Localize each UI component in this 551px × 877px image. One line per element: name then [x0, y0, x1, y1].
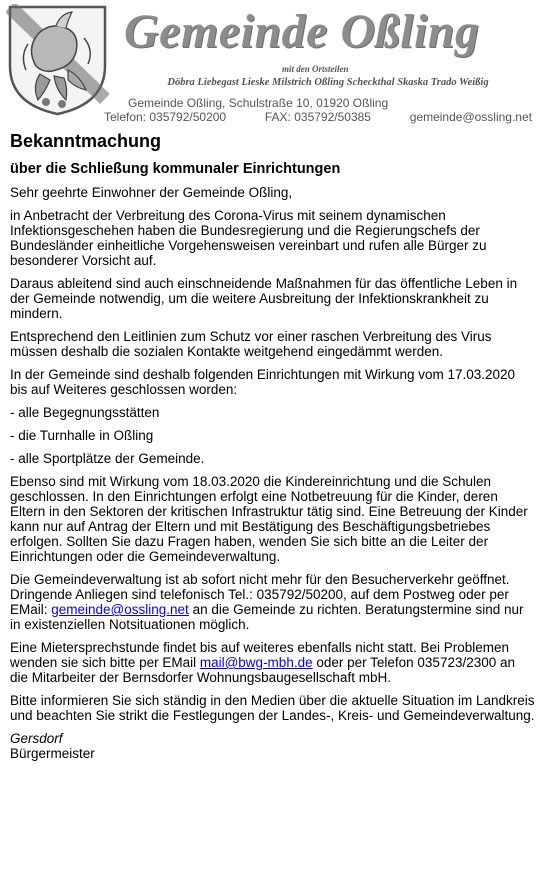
paragraph-1: in Anbetracht der Verbreitung des Corona-Virus mit seinem dynamischen Infektionsgeschehen haben die Bundesregierung und die Regierungschefs der Bundesländer einheitliche Vorgehensweisen vereinbart und rufen alle Bürger zu besonderer Vorsicht auf.: [10, 208, 487, 268]
paragraph-2: Daraus ableitend sind auch einschneidende Maßnahmen für das öffentliche Leben in der Gemeinde notwendig, um die weitere Ausbreitung der Infektionskrankheit zu mindern.: [10, 276, 518, 321]
signature-title: Bürgermeister: [10, 746, 95, 761]
paragraph-8: Bitte informieren Sie sich ständig in den Medien über die aktuelle Situation im Landkreis und beachten Sie strikt die Festlegungen der Landes-, Kreis- und Gemeindeverwaltung.: [10, 693, 535, 723]
list-item: - die Turnhalle in Oßling: [10, 428, 154, 443]
fax: FAX: 035792/50385: [264, 110, 371, 124]
subtitle-districts-label: mit den Ortsteilen: [282, 64, 349, 74]
paragraph-6: Die Gemeindeverwaltung ist ab sofort nicht mehr für den Besucherverkehr geöffnet. Dringende Anliegen sind telefonisch Tel.: 035792/50200, auf dem Postweg oder per EMail: gemeinde@ossling.net an die Gemeinde zu richten. Beratungstermine sind nur in existenziellen Notsituationen möglich.: [10, 572, 524, 632]
paragraph-7: Eine Mietersprechstunde findet bis auf weiteres ebenfalls nicht statt. Bei Problemen wenden sie sich bitte per EMail mail@bwg-mbh.de oder per Telefon 035723/2300 an die Mitarbeiter der Bernsdorfer Wohnungsbaugesellschaft mbH.: [10, 640, 516, 685]
crest-icon: [6, 4, 109, 116]
paragraph-4: In der Gemeinde sind deshalb folgenden Einrichtungen mit Wirkung vom 17.03.2020 bis auf Weiteres geschlossen worden:: [10, 367, 516, 397]
paragraph-5: Ebenso sind mit Wirkung vom 18.03.2020 die Kindereinrichtung und die Schulen geschlossen. In den Einrichtungen erfolgt eine Notbetreuung für die Kinder, deren Eltern in den Sektoren der kritischen Infrastruktur tätig sind. Eine Betreuung der Kinder kann nur auf Antrag der Eltern und mit Bestätigung des Beschäftigungsbetriebes erfolgen. Sollten Sie dazu Fragen haben, wenden Sie sich bitte an die Leiter der Einrichtungen oder die Gemeindeverwaltung.: [10, 474, 528, 564]
address: Gemeinde Oßling, Schulstraße 10, 01920 Oßling: [128, 96, 389, 110]
town-name: Gemeinde Oßling: [124, 5, 480, 58]
list-item: - alle Begegnungsstätten: [10, 405, 160, 420]
salutation: Sehr geehrte Einwohner der Gemeinde Oßling,: [10, 185, 293, 200]
subtitle-district-list: Döbra Liebegast Lieske Milstrich Oßling Scheckthal Skaska Trado Weißig: [167, 77, 489, 88]
phone: Telefon: 035792/50200: [104, 110, 227, 124]
signature-name: Gersdorf: [10, 731, 63, 746]
notice-subheading: über die Schließung kommunaler Einrichtungen: [10, 161, 341, 177]
bwg-email-link[interactable]: mail@bwg-mbh.de: [199, 655, 313, 670]
header-email: gemeinde@ossling.net: [409, 110, 532, 124]
notice-body: [10, 131, 535, 761]
paragraph-3: Entsprechend den Leitlinien zum Schutz vor einer raschen Verbreitung des Virus müssen deshalb die sozialen Kontakte weitgehend eingedämmt werden.: [10, 329, 492, 359]
list-item: - alle Sportplätze der Gemeinde.: [10, 451, 205, 466]
gemeinde-email-link[interactable]: gemeinde@ossling.net: [51, 602, 189, 617]
contact-line: [104, 110, 532, 124]
notice-heading: Bekanntmachung: [10, 131, 162, 151]
